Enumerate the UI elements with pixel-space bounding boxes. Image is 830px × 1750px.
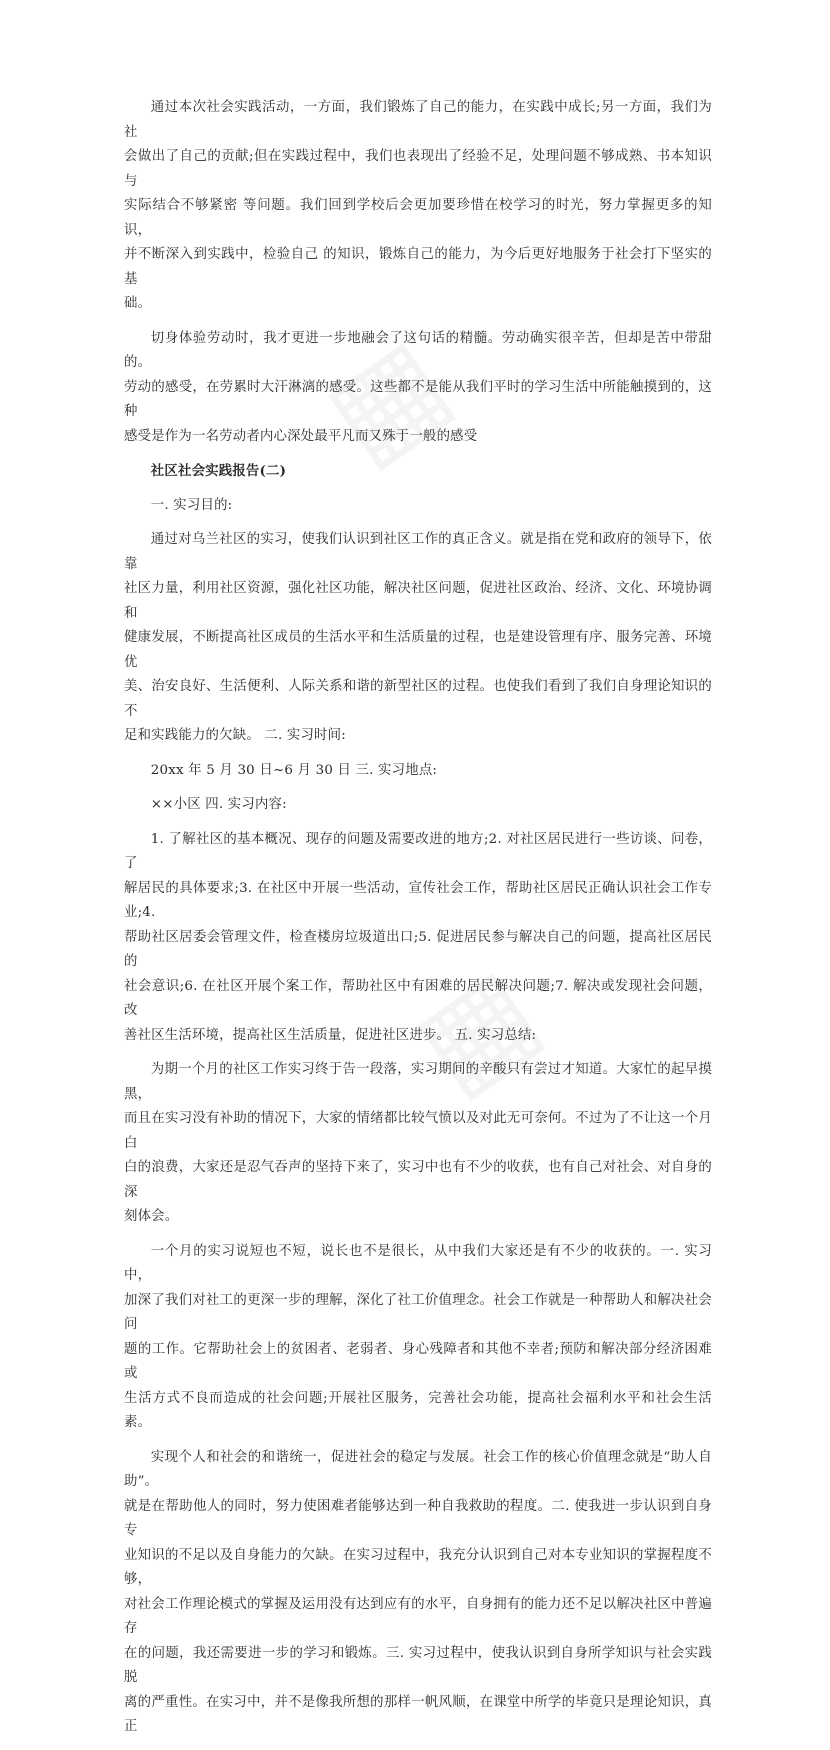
subheading-purpose: 一. 实习目的: [150, 497, 233, 513]
paragraph-2: 切身体验劳动时，我才更进一步地融会了这句话的精髓。劳动确实很辛苦，但却是苦中带甜的。 劳动的感受，在劳累时大汗淋漓的感受。这些都不是能从我们平时的学习生活中所能触摸到的，这种 感受是作为一名劳动者内心深处最平凡而又殊于一般的感受 [124, 330, 712, 444]
paragraph-9: 实现个人和社会的和谐统一，促进社会的稳定与发展。社会工作的核心价值理念就是“助人自助”。 就是在帮助他人的同时，努力使困难者能够达到一种自我救助的程度。二. 使我进一步认识到自身专 业知识的不足以及自身能力的欠缺。在实习过程中，我充分认识到自己对本专业知识的掌握程度不够， 对社会工作理论模式的掌握及运用没有达到应有的水平，自身拥有的能力还不足以解决社区中普遍存 在的问题，我还需要进一步的学习和锻炼。三. 实习过程中，使我认识到自身所学知识与社会实践脱 离的严重性。在实习中，并不是像我所想的那样一帆风顺，在课堂中所学的毕竟只是理论知识，真正 [124, 1449, 712, 1734]
paragraph-3: 通过对乌兰社区的实习，使我们认识到社区工作的真正含义。就是指在党和政府的领导下，依靠 社区力量，利用社区资源，强化社区功能，解决社区问题，促进社区政治、经济、文化、环境协调和 健康发展，不断提高社区成员的生活水平和生活质量的过程，也是建设管理有序、服务完善、环境优 美、治安良好、生活便利、人际关系和谐的新型社区的过程。也使我们看到了我们自身理论知识的不 足和实践能力的欠缺。 二. 实习时间: [124, 532, 712, 743]
section-heading: 社区社会实践报告(二) [150, 463, 287, 479]
paragraph-4: 20xx 年 5 月 30 日~6 月 30 日 三. 实习地点: [150, 762, 438, 778]
paragraph-7: 为期一个月的社区工作实习终于告一段落，实习期间的辛酸只有尝过才知道。大家忙的起早摸黑， 而且在实习没有补助的情况下，大家的情绪都比较气愤以及对此无可奈何。不过为了不让这一个月白 白的浪费，大家还是忍气吞声的坚持下来了，实习中也有不少的收获，也有自己对社会、对自身的深 刻体会。 [124, 1062, 712, 1224]
paragraph-1: 通过本次社会实践活动，一方面，我们锻炼了自己的能力，在实践中成长;另一方面，我们为社 会做出了自己的贡献;但在实践过程中，我们也表现出了经验不足，处理问题不够成熟、书本知识与 实际结合不够紧密 等问题。我们回到学校后会更加要珍惜在校学习的时光，努力掌握更多的知 识， 并不断深入到实践中，检验自己 的知识，锻炼自己的能力，为今后更好地服务于社会打下坚实的基 础。 [124, 100, 712, 311]
paragraph-6: 1. 了解社区的基本概况、现存的问题及需要改进的地方;2. 对社区居民进行一些访谈、问卷，了 解居民的具体要求;3. 在社区中开展一些活动，宣传社会工作，帮助社区居民正确认识社会工作专业;4. 帮助社区居委会管理文件，检查楼房垃圾道出口;5. 促进居民参与解决自己的问题，提高社区居民的 社会意识;6. 在社区开展个案工作，帮助社区中有困难的居民解决问题;7. 解决或发现社会问题，改 善社区生活环境，提高社区生活质量，促进社区进步。 五. 实习总结: [124, 831, 712, 1043]
paragraph-5: ××小区 四. 实习内容: [150, 797, 287, 812]
document-page [124, 96, 712, 1750]
paragraph-8: 一个月的实习说短也不短，说长也不是很长，从中我们大家还是有不少的收获的。一. 实习中， 加深了我们对社工的更深一步的理解，深化了社工价值理念。社会工作就是一种帮助人和解决社会问 题的工作。它帮助社会上的贫困者、老弱者、身心残障者和其他不幸者;预防和解决部分经济困难或 生活方式不良而造成的社会问题;开展社区服务，完善社会功能，提高社会福利水平和社会生活素。 [124, 1243, 712, 1430]
